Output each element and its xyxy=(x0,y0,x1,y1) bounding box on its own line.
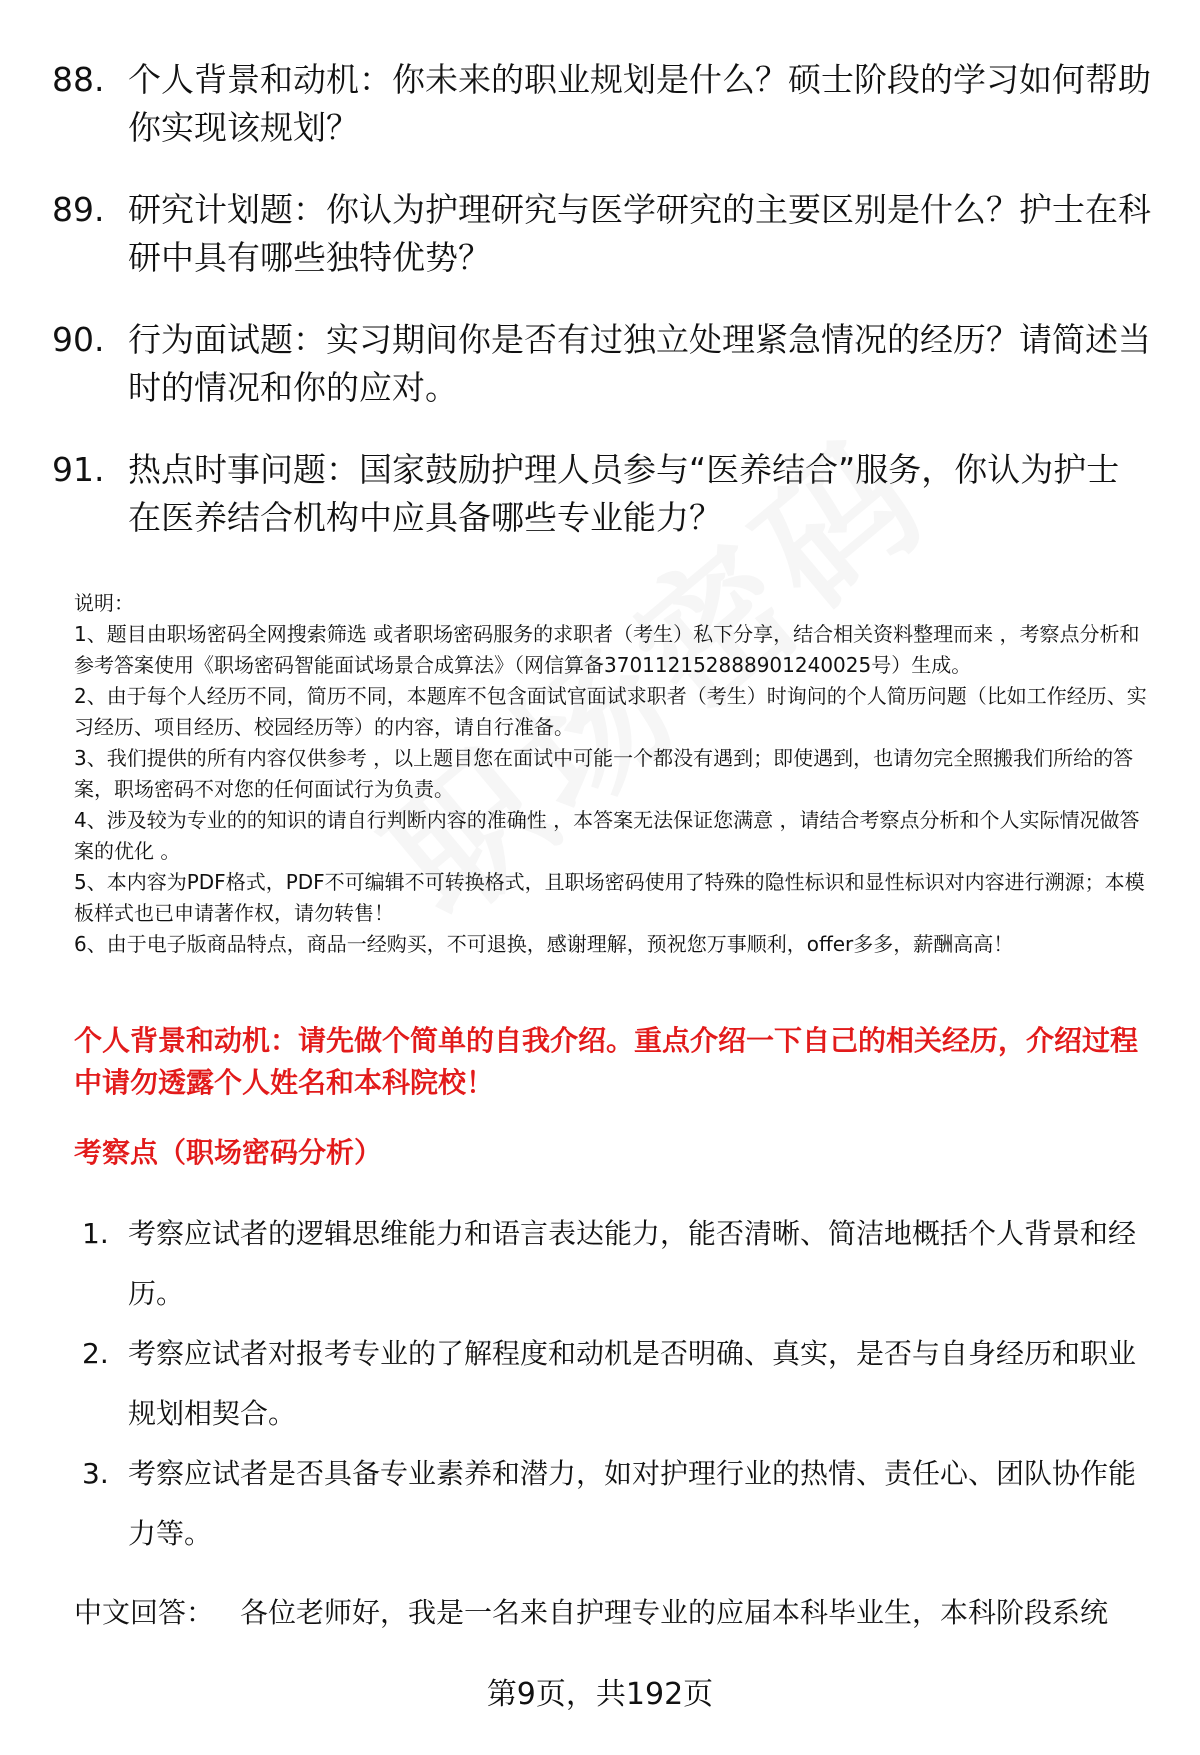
point-text: 考察应试者对报考专业的了解程度和动机是否明确、真实，是否与自身经历和职业规划相契合。 xyxy=(128,1337,1137,1430)
notes-title: 说明： xyxy=(74,591,134,615)
point-item xyxy=(82,1444,1162,1564)
note-item: 3、我们提供的所有内容仅供参考 ，以上题目您在面试中可能一个都没有遇到；即使遇到，也请勿完全照搬我们所给的答案，职场密码不对您的任何面试行为负责。 xyxy=(74,746,1134,801)
question-number: 89. xyxy=(52,190,105,229)
answer-line xyxy=(74,1592,1108,1634)
point-text: 考察应试者是否具备专业素养和潜力，如对护理行业的热情、责任心、团队协作能力等。 xyxy=(128,1457,1137,1550)
question-text: 行为面试题：实习期间你是否有过独立处理紧急情况的经历？请简述当时的情况和你的应对。 xyxy=(128,320,1151,407)
point-number: 2. xyxy=(82,1337,109,1370)
point-item xyxy=(82,1324,1162,1444)
note-item: 4、涉及较为专业的的知识的请自行判断内容的准确性 ，本答案无法保证您满意 ，请结合考察点分析和个人实际情况做答案的优化 。 xyxy=(74,808,1140,863)
question-text: 研究计划题：你认为护理研究与医学研究的主要区别是什么？护士在科研中具有哪些独特优势？ xyxy=(128,190,1151,277)
answer-text: 各位老师好，我是一名来自护理专业的应届本科毕业生，本科阶段系统 xyxy=(240,1596,1109,1629)
question-number: 91. xyxy=(52,450,105,489)
note-item: 5、本内容为PDF格式，PDF不可编辑不可转换格式，且职场密码使用了特殊的隐性标识和显性标识对内容进行溯源；本模板样式也已申请著作权，请勿转售！ xyxy=(74,870,1145,925)
question-item xyxy=(52,56,1152,152)
question-text: 个人背景和动机：你未来的职业规划是什么？硕士阶段的学习如何帮助你实现该规划？ xyxy=(128,60,1151,147)
point-number: 1. xyxy=(82,1217,109,1250)
question-number: 90. xyxy=(52,320,105,359)
section-title: 个人背景和动机：请先做个简单的自我介绍。重点介绍一下自己的相关经历，介绍过程中请勿透露个人姓名和本科院校！ xyxy=(74,1024,1139,1099)
note-item: 1、题目由职场密码全网搜索筛选 或者职场密码服务的求职者（考生）私下分享，结合相关资料整理而来 ，考察点分析和参考答案使用《职场密码智能面试场景合成算法》（网信算备370112152888901240025号）生成。 xyxy=(74,622,1140,677)
question-number: 88. xyxy=(52,60,105,99)
question-item xyxy=(52,316,1152,412)
section-subtitle: 考察点（职场密码分析） xyxy=(74,1136,383,1169)
notes-block xyxy=(74,588,1154,960)
point-number: 3. xyxy=(82,1457,109,1490)
question-text: 热点时事问题：国家鼓励护理人员参与“医养结合”服务，你认为护士在医养结合机构中应具备哪些专业能力？ xyxy=(128,450,1120,537)
question-item xyxy=(52,446,1152,542)
question-list xyxy=(52,56,1152,576)
note-item: 2、由于每个人经历不同，简历不同，本题库不包含面试官面试求职者（考生）时询问的个人简历问题（比如工作经历、实习经历、项目经历、校园经历等）的内容，请自行准备。 xyxy=(74,684,1147,739)
page-footer: 第9页，共192页 xyxy=(486,1677,714,1712)
note-item: 6、由于电子版商品特点，商品一经购买，不可退换，感谢理解，预祝您万事顺利，offer多多，薪酬高高！ xyxy=(74,932,1014,956)
point-text: 考察应试者的逻辑思维能力和语言表达能力，能否清晰、简洁地概括个人背景和经历。 xyxy=(128,1217,1137,1310)
question-item xyxy=(52,186,1152,282)
point-item xyxy=(82,1204,1162,1324)
answer-label: 中文回答： xyxy=(74,1596,215,1629)
assessment-points xyxy=(82,1204,1162,1564)
